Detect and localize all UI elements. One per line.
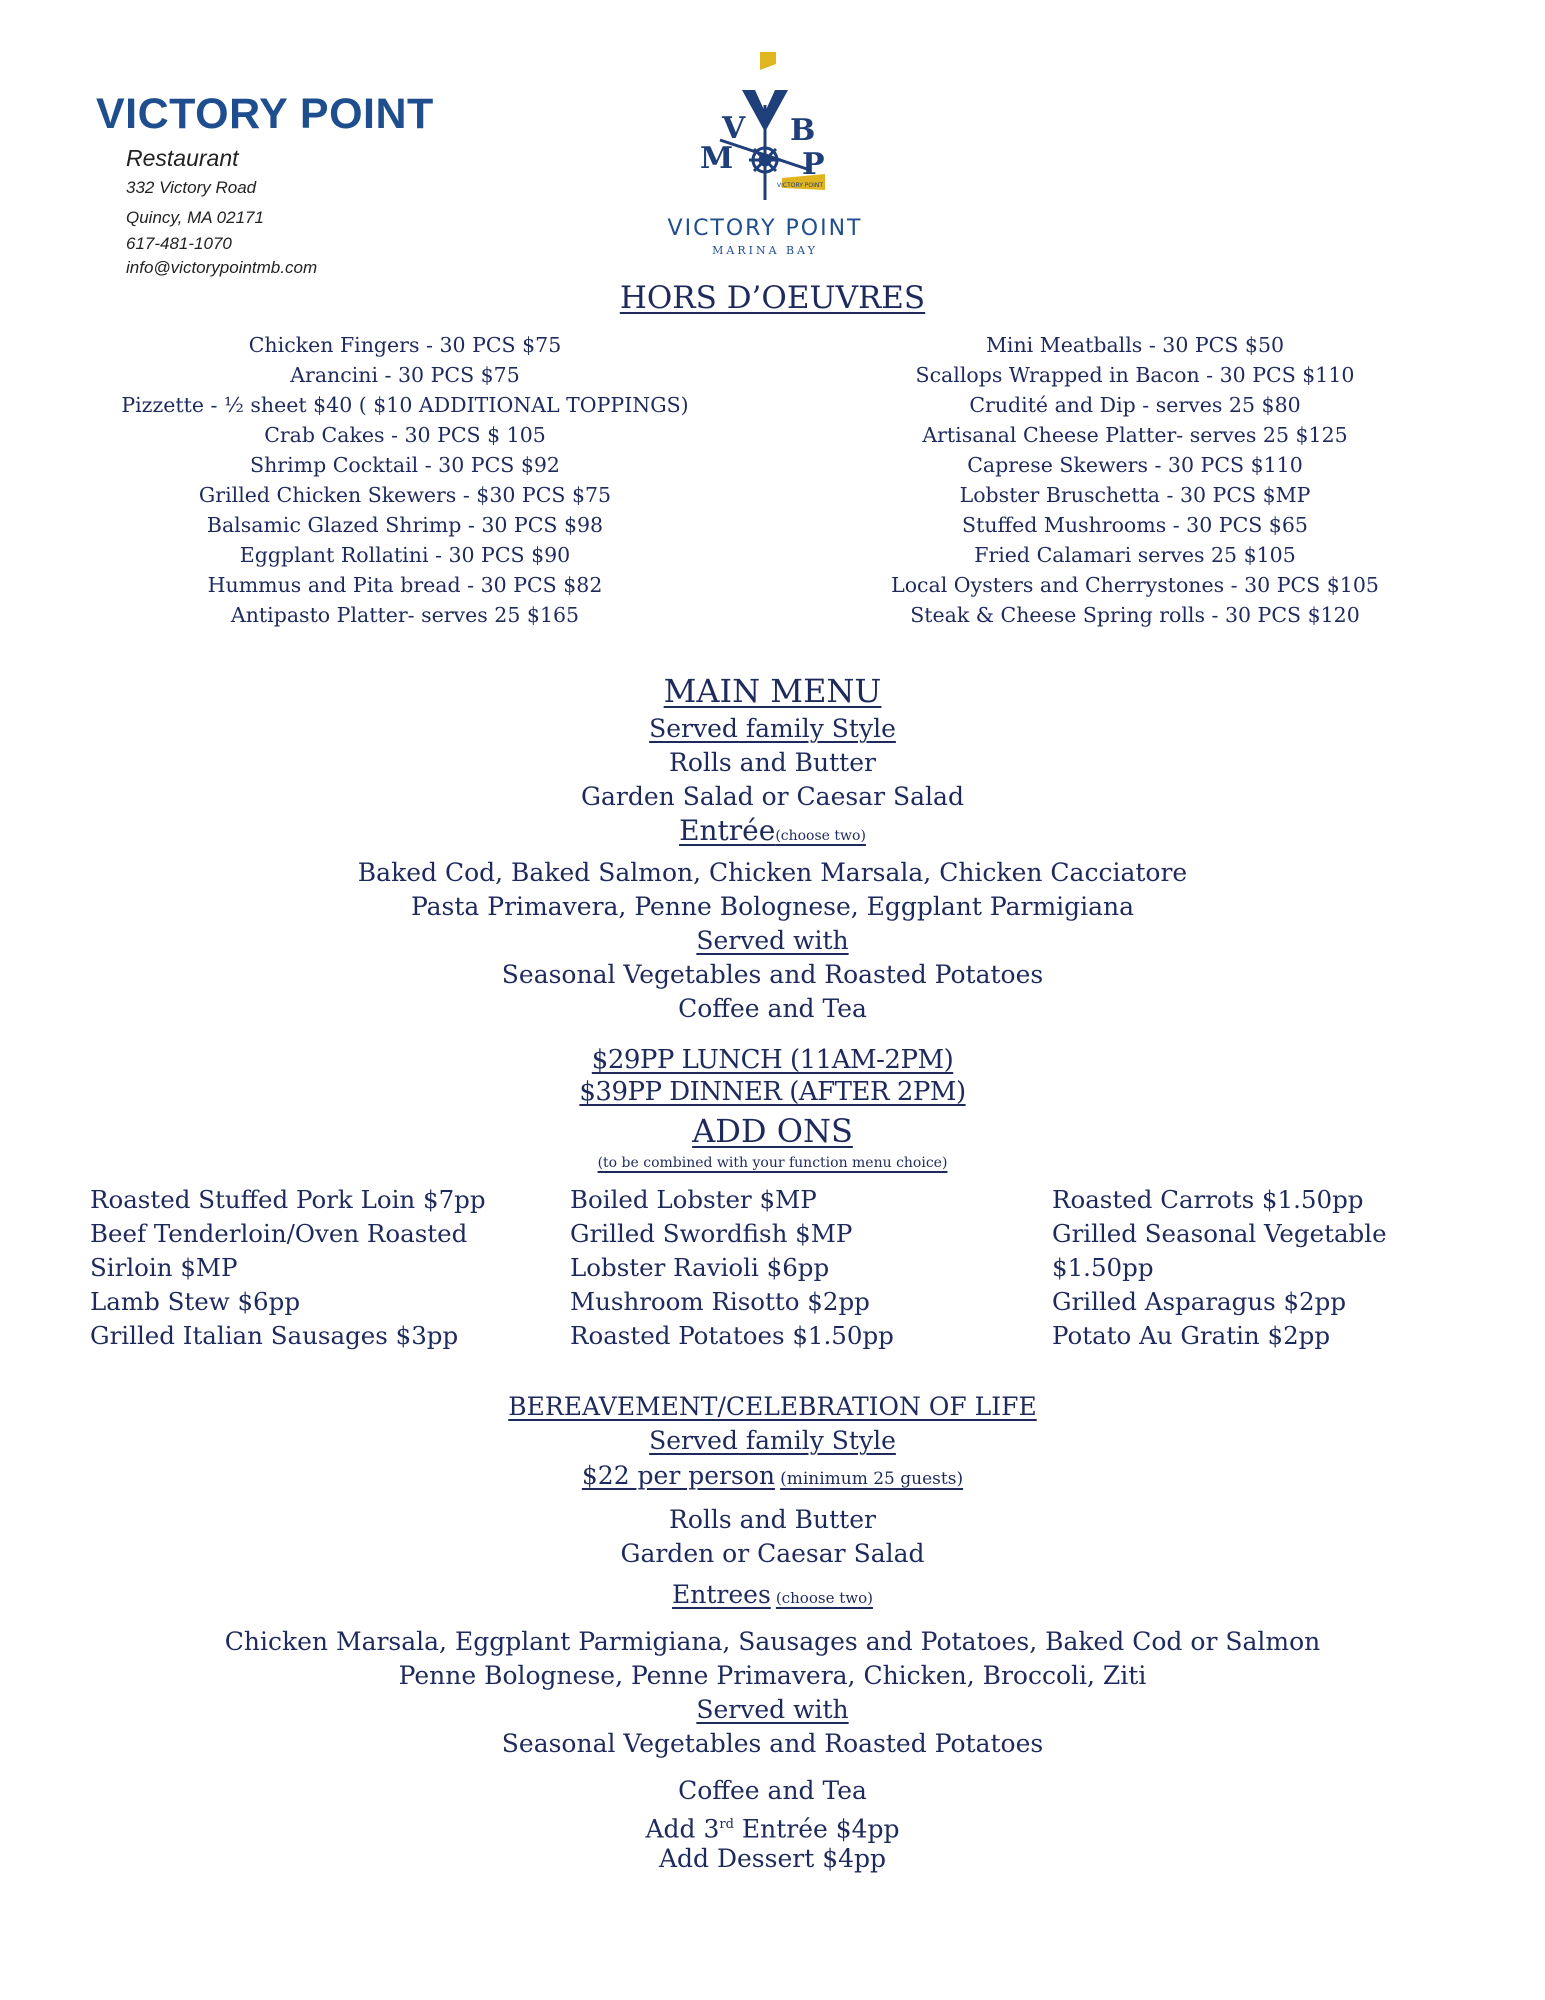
list-item: Boiled Lobster $MP bbox=[570, 1185, 817, 1214]
list-item: Arancini - 30 PCS $75 bbox=[290, 363, 520, 387]
list-item: Scallops Wrapped in Bacon - 30 PCS $110 bbox=[915, 363, 1355, 387]
list-item: Beef Tenderloin/Oven Roasted bbox=[90, 1219, 468, 1248]
add-ons-col-3 bbox=[1052, 1183, 1387, 1353]
main-menu-style: Served family Style bbox=[649, 714, 896, 743]
main-menu-served-with: Served with bbox=[696, 926, 849, 955]
main-menu-drinks: Coffee and Tea bbox=[678, 994, 867, 1023]
restaurant-name: VICTORY POINT bbox=[96, 90, 434, 138]
main-menu-rolls: Rolls and Butter bbox=[669, 748, 876, 777]
list-item: $1.50pp bbox=[1052, 1253, 1154, 1282]
add-ons-col-2 bbox=[570, 1183, 894, 1353]
list-item: Lobster Bruschetta - 30 PCS $MP bbox=[959, 483, 1311, 507]
add-entree-suffix: Entrée $4pp bbox=[733, 1814, 900, 1844]
bereavement-entree-note: (choose two) bbox=[775, 1589, 873, 1607]
list-item: Artisanal Cheese Platter- serves 25 $125 bbox=[922, 423, 1348, 447]
main-menu-salad: Garden Salad or Caesar Salad bbox=[581, 782, 964, 811]
bereavement-add-dessert: Add Dessert $4pp bbox=[658, 1844, 887, 1873]
logo-name: VICTORY POINT bbox=[667, 216, 863, 241]
address-line1: 332 Victory Road bbox=[126, 178, 257, 197]
add-ons-title: ADD ONS bbox=[692, 1112, 853, 1150]
hors-left-list bbox=[95, 330, 715, 630]
logo-letter-m: M bbox=[700, 141, 734, 176]
list-item: Mushroom Risotto $2pp bbox=[570, 1287, 870, 1316]
bereavement-price-line bbox=[0, 1459, 1545, 1496]
bereavement-add-entree bbox=[0, 1808, 1545, 1846]
list-item: Balsamic Glazed Shrimp - 30 PCS $98 bbox=[206, 513, 604, 537]
logo-banner-text: VICTORY POINT bbox=[777, 182, 824, 189]
main-menu-entrees-1: Baked Cod, Baked Salmon, Chicken Marsala, Chicken Cacciatore bbox=[357, 858, 1188, 887]
main-menu-entrees-2: Pasta Primavera, Penne Bolognese, Eggplant Parmigiana bbox=[410, 892, 1135, 921]
bereavement-entree-label: Entrees bbox=[672, 1580, 771, 1609]
list-item: Stuffed Mushrooms - 30 PCS $65 bbox=[962, 513, 1308, 537]
list-item: Crab Cakes - 30 PCS $ 105 bbox=[264, 423, 546, 447]
bereavement-served-with: Served with bbox=[696, 1695, 849, 1724]
bereavement-salad: Garden or Caesar Salad bbox=[620, 1539, 925, 1568]
list-item: Shrimp Cocktail - 30 PCS $92 bbox=[250, 453, 560, 477]
bereavement-drinks: Coffee and Tea bbox=[678, 1776, 867, 1805]
list-item: Sirloin $MP bbox=[90, 1253, 238, 1282]
list-item: Steak & Cheese Spring rolls - 30 PCS $120 bbox=[910, 603, 1360, 627]
add-entree-prefix: Add 3 bbox=[645, 1814, 720, 1844]
bereavement-sides: Seasonal Vegetables and Roasted Potatoes bbox=[501, 1729, 1044, 1758]
bereavement-entrees-1: Chicken Marsala, Eggplant Parmigiana, Sausages and Potatoes, Baked Cod or Salmon bbox=[224, 1627, 1321, 1656]
list-item: Crudité and Dip - serves 25 $80 bbox=[969, 393, 1301, 417]
list-item: Grilled Chicken Skewers - $30 PCS $75 bbox=[198, 483, 612, 507]
entree-note: (choose two) bbox=[775, 828, 866, 844]
logo-letter-p: P bbox=[802, 147, 825, 182]
bereavement-entree-heading bbox=[0, 1578, 1545, 1615]
bereavement-price: $22 per person bbox=[581, 1461, 775, 1490]
list-item: Eggplant Rollatini - 30 PCS $90 bbox=[239, 543, 571, 567]
list-item: Fried Calamari serves 25 $105 bbox=[974, 543, 1296, 567]
list-item: Roasted Potatoes $1.50pp bbox=[570, 1321, 894, 1350]
bereavement-price-note: (minimum 25 guests) bbox=[780, 1469, 964, 1489]
restaurant-subtitle: Restaurant bbox=[126, 145, 239, 171]
list-item: Grilled Asparagus $2pp bbox=[1052, 1287, 1346, 1316]
main-menu-sides: Seasonal Vegetables and Roasted Potatoes bbox=[501, 960, 1044, 989]
address-line2: Quincy, MA 02171 bbox=[126, 208, 264, 227]
list-item: Roasted Carrots $1.50pp bbox=[1052, 1185, 1364, 1214]
phone: 617-481-1070 bbox=[126, 234, 232, 253]
dinner-price: $39PP DINNER (AFTER 2PM) bbox=[579, 1077, 966, 1107]
bereavement-title: BEREAVEMENT/CELEBRATION OF LIFE bbox=[508, 1392, 1037, 1421]
list-item: Grilled Swordfish $MP bbox=[570, 1219, 853, 1248]
add-entree-sup: rd bbox=[719, 1817, 734, 1832]
add-ons-note: (to be combined with your function menu choice) bbox=[597, 1155, 948, 1171]
list-item: Chicken Fingers - 30 PCS $75 bbox=[248, 333, 562, 357]
list-item: Lamb Stew $6pp bbox=[90, 1287, 301, 1316]
list-item: Local Oysters and Cherrystones - 30 PCS $105 bbox=[891, 573, 1379, 597]
main-menu-title: MAIN MENU bbox=[663, 672, 882, 710]
main-menu-entree-heading bbox=[0, 814, 1545, 853]
list-item: Lobster Ravioli $6pp bbox=[570, 1253, 830, 1282]
list-item: Roasted Stuffed Pork Loin $7pp bbox=[90, 1185, 486, 1214]
logo-tagline: MARINA BAY bbox=[712, 244, 818, 257]
bereavement-entrees-2: Penne Bolognese, Penne Primavera, Chicken, Broccoli, Ziti bbox=[398, 1661, 1147, 1690]
logo-letter-v: V bbox=[722, 111, 746, 146]
entree-label: Entrée bbox=[679, 814, 776, 847]
hors-doeuvres-title: HORS D’OEUVRES bbox=[619, 280, 926, 316]
hors-right-list bbox=[850, 330, 1420, 630]
list-item: Grilled Italian Sausages $3pp bbox=[90, 1321, 459, 1350]
add-ons-col-1 bbox=[90, 1183, 486, 1353]
list-item: Hummus and Pita bread - 30 PCS $82 bbox=[207, 573, 603, 597]
bereavement-rolls: Rolls and Butter bbox=[669, 1505, 876, 1534]
bereavement-style: Served family Style bbox=[649, 1426, 896, 1455]
list-item: Grilled Seasonal Vegetable bbox=[1052, 1219, 1387, 1248]
list-item: Antipasto Platter- serves 25 $165 bbox=[230, 603, 580, 627]
list-item: Pizzette - ½ sheet $40 ( $10 ADDITIONAL TOPPINGS) bbox=[121, 393, 689, 417]
list-item: Mini Meatballs - 30 PCS $50 bbox=[985, 333, 1285, 357]
list-item: Caprese Skewers - 30 PCS $110 bbox=[967, 453, 1303, 477]
lunch-price: $29PP LUNCH (11AM-2PM) bbox=[591, 1045, 954, 1075]
list-item: Potato Au Gratin $2pp bbox=[1052, 1321, 1331, 1350]
email: info@victorypointmb.com bbox=[126, 258, 318, 277]
logo-letter-b: B bbox=[790, 113, 816, 148]
